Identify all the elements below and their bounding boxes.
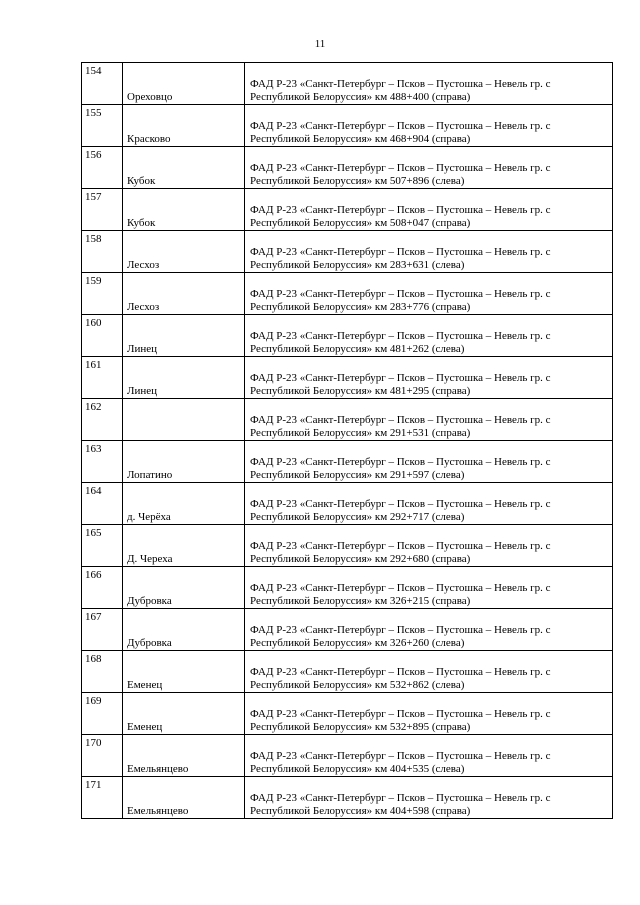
- stop-name: Кубок: [127, 175, 156, 187]
- table-row: [82, 735, 613, 777]
- location-line-1: ФАД Р-23 «Санкт-Петербург – Псков – Пустошка – Невель гр. с: [250, 204, 551, 216]
- row-number: 163: [85, 443, 102, 455]
- location-line-1: ФАД Р-23 «Санкт-Петербург – Псков – Пустошка – Невель гр. с: [250, 456, 551, 468]
- stop-name-cell: [123, 777, 245, 819]
- row-number-cell: [82, 315, 123, 357]
- location-line-2: Республикой Белоруссия» км 481+262 (слева): [250, 343, 465, 355]
- row-number: 159: [85, 275, 102, 287]
- row-number-cell: [82, 357, 123, 399]
- stop-name-cell: [123, 525, 245, 567]
- table-row: [82, 315, 613, 357]
- row-number-cell: [82, 609, 123, 651]
- location-line-2: Республикой Белоруссия» км 532+862 (слева): [250, 679, 465, 691]
- row-number: 167: [85, 611, 102, 623]
- row-number-cell: [82, 63, 123, 105]
- row-number: 162: [85, 401, 102, 413]
- table-row: [82, 441, 613, 483]
- table-row: [82, 147, 613, 189]
- row-number-cell: [82, 525, 123, 567]
- row-number: 166: [85, 569, 102, 581]
- row-number-cell: [82, 147, 123, 189]
- stop-location-cell: [245, 609, 613, 651]
- location-line-2: Республикой Белоруссия» км 292+680 (справа): [250, 553, 471, 565]
- stop-name: Емельянцево: [127, 763, 189, 775]
- stop-name: Линец: [127, 385, 158, 397]
- row-number-cell: [82, 567, 123, 609]
- stop-name-cell: [123, 735, 245, 777]
- stop-name: Линец: [127, 343, 158, 355]
- row-number-cell: [82, 735, 123, 777]
- location-line-1: ФАД Р-23 «Санкт-Петербург – Псков – Пустошка – Невель гр. с: [250, 330, 551, 342]
- row-number: 157: [85, 191, 102, 203]
- row-number: 168: [85, 653, 102, 665]
- stop-location-cell: [245, 651, 613, 693]
- location-line-1: ФАД Р-23 «Санкт-Петербург – Псков – Пустошка – Невель гр. с: [250, 750, 551, 762]
- stop-location-cell: [245, 273, 613, 315]
- stop-name-cell: [123, 693, 245, 735]
- row-number: 161: [85, 359, 102, 371]
- row-number: 170: [85, 737, 102, 749]
- stop-name: Красково: [127, 133, 171, 145]
- stop-location-cell: [245, 693, 613, 735]
- location-line-1: ФАД Р-23 «Санкт-Петербург – Псков – Пустошка – Невель гр. с: [250, 78, 551, 90]
- stop-location-cell: [245, 357, 613, 399]
- stop-name: Ореховцо: [127, 91, 173, 103]
- row-number: 171: [85, 779, 102, 791]
- row-number: 155: [85, 107, 102, 119]
- stop-name-cell: [123, 273, 245, 315]
- table-row: [82, 273, 613, 315]
- location-line-2: Республикой Белоруссия» км 404+535 (слева): [250, 763, 465, 775]
- row-number-cell: [82, 441, 123, 483]
- stop-name-cell: [123, 147, 245, 189]
- stop-location-cell: [245, 147, 613, 189]
- row-number-cell: [82, 693, 123, 735]
- location-line-1: ФАД Р-23 «Санкт-Петербург – Псков – Пустошка – Невель гр. с: [250, 624, 551, 636]
- location-line-2: Республикой Белоруссия» км 291+597 (слева): [250, 469, 465, 481]
- stop-name-cell: [123, 63, 245, 105]
- location-line-2: Республикой Белоруссия» км 326+215 (справа): [250, 595, 471, 607]
- table-row: [82, 231, 613, 273]
- location-line-2: Республикой Белоруссия» км 508+047 (справа): [250, 217, 471, 229]
- stop-location-cell: [245, 399, 613, 441]
- stop-location-cell: [245, 63, 613, 105]
- table-row: [82, 693, 613, 735]
- row-number: 164: [85, 485, 102, 497]
- row-number: 154: [85, 65, 102, 77]
- row-number-cell: [82, 189, 123, 231]
- row-number-cell: [82, 399, 123, 441]
- stop-name-cell: [123, 231, 245, 273]
- table-row: [82, 483, 613, 525]
- stop-name: Еменец: [127, 679, 163, 691]
- stop-name: Лесхоз: [127, 301, 160, 313]
- stop-name-cell: [123, 399, 245, 441]
- location-line-1: ФАД Р-23 «Санкт-Петербург – Псков – Пустошка – Невель гр. с: [250, 372, 551, 384]
- stop-name: Емельянцево: [127, 805, 189, 817]
- row-number-cell: [82, 777, 123, 819]
- stop-location-cell: [245, 777, 613, 819]
- location-line-1: ФАД Р-23 «Санкт-Петербург – Псков – Пустошка – Невель гр. с: [250, 540, 551, 552]
- stop-location-cell: [245, 315, 613, 357]
- location-line-2: Республикой Белоруссия» км 326+260 (слева): [250, 637, 465, 649]
- location-line-1: ФАД Р-23 «Санкт-Петербург – Псков – Пустошка – Невель гр. с: [250, 582, 551, 594]
- stop-location-cell: [245, 525, 613, 567]
- stop-location-cell: [245, 567, 613, 609]
- location-line-2: Республикой Белоруссия» км 283+631 (слева): [250, 259, 465, 271]
- row-number-cell: [82, 105, 123, 147]
- stop-name: Дубровка: [127, 637, 172, 649]
- table-row: [82, 777, 613, 819]
- location-line-1: ФАД Р-23 «Санкт-Петербург – Псков – Пустошка – Невель гр. с: [250, 288, 551, 300]
- location-line-2: Республикой Белоруссия» км 292+717 (слева): [250, 511, 465, 523]
- table-row: [82, 105, 613, 147]
- location-line-1: ФАД Р-23 «Санкт-Петербург – Псков – Пустошка – Невель гр. с: [250, 708, 551, 720]
- table-row: [82, 63, 613, 105]
- stop-location-cell: [245, 231, 613, 273]
- location-line-2: Республикой Белоруссия» км 404+598 (справа): [250, 805, 471, 817]
- location-line-2: Республикой Белоруссия» км 283+776 (справа): [250, 301, 471, 313]
- location-line-2: Республикой Белоруссия» км 468+904 (справа): [250, 133, 471, 145]
- stop-location-cell: [245, 483, 613, 525]
- table-row: [82, 357, 613, 399]
- stop-name-cell: [123, 315, 245, 357]
- row-number: 158: [85, 233, 102, 245]
- table-row: [82, 651, 613, 693]
- location-line-1: ФАД Р-23 «Санкт-Петербург – Псков – Пустошка – Невель гр. с: [250, 162, 551, 174]
- table-body: [82, 63, 613, 819]
- row-number: 169: [85, 695, 102, 707]
- stop-location-cell: [245, 105, 613, 147]
- row-number: 156: [85, 149, 102, 161]
- stop-name: д. Черёха: [127, 511, 171, 523]
- location-line-2: Республикой Белоруссия» км 291+531 (справа): [250, 427, 471, 439]
- table-row: [82, 609, 613, 651]
- location-line-1: ФАД Р-23 «Санкт-Петербург – Псков – Пустошка – Невель гр. с: [250, 666, 551, 678]
- stop-name-cell: [123, 441, 245, 483]
- stop-location-cell: [245, 189, 613, 231]
- stop-name: Дубровка: [127, 595, 172, 607]
- stop-name: Еменец: [127, 721, 163, 733]
- location-line-2: Республикой Белоруссия» км 532+895 (справа): [250, 721, 471, 733]
- location-line-1: ФАД Р-23 «Санкт-Петербург – Псков – Пустошка – Невель гр. с: [250, 498, 551, 510]
- stop-name: Лесхоз: [127, 259, 160, 271]
- row-number: 160: [85, 317, 102, 329]
- stop-name-cell: [123, 189, 245, 231]
- stop-name-cell: [123, 609, 245, 651]
- table-row: [82, 189, 613, 231]
- row-number-cell: [82, 651, 123, 693]
- row-number-cell: [82, 483, 123, 525]
- row-number-cell: [82, 231, 123, 273]
- stop-name-cell: [123, 483, 245, 525]
- stop-name: Лопатино: [127, 469, 173, 481]
- row-number: 165: [85, 527, 102, 539]
- row-number-cell: [82, 273, 123, 315]
- location-line-1: ФАД Р-23 «Санкт-Петербург – Псков – Пустошка – Невель гр. с: [250, 120, 551, 132]
- location-line-2: Республикой Белоруссия» км 488+400 (справа): [250, 91, 471, 103]
- location-line-1: ФАД Р-23 «Санкт-Петербург – Псков – Пустошка – Невель гр. с: [250, 414, 551, 426]
- table-row: [82, 567, 613, 609]
- bus-stops-table: [81, 62, 613, 819]
- stop-name: Кубок: [127, 217, 156, 229]
- location-line-2: Республикой Белоруссия» км 481+295 (справа): [250, 385, 471, 397]
- table-row: [82, 525, 613, 567]
- page-number: 11: [314, 38, 326, 50]
- stop-name-cell: [123, 105, 245, 147]
- stop-location-cell: [245, 735, 613, 777]
- stop-location-cell: [245, 441, 613, 483]
- stop-name-cell: [123, 651, 245, 693]
- location-line-1: ФАД Р-23 «Санкт-Петербург – Псков – Пустошка – Невель гр. с: [250, 246, 551, 258]
- stop-name-cell: [123, 357, 245, 399]
- stop-name: Д. Череха: [127, 553, 173, 565]
- stop-name-cell: [123, 567, 245, 609]
- table-row: [82, 399, 613, 441]
- location-line-2: Республикой Белоруссия» км 507+896 (слева): [250, 175, 465, 187]
- location-line-1: ФАД Р-23 «Санкт-Петербург – Псков – Пустошка – Невель гр. с: [250, 792, 551, 804]
